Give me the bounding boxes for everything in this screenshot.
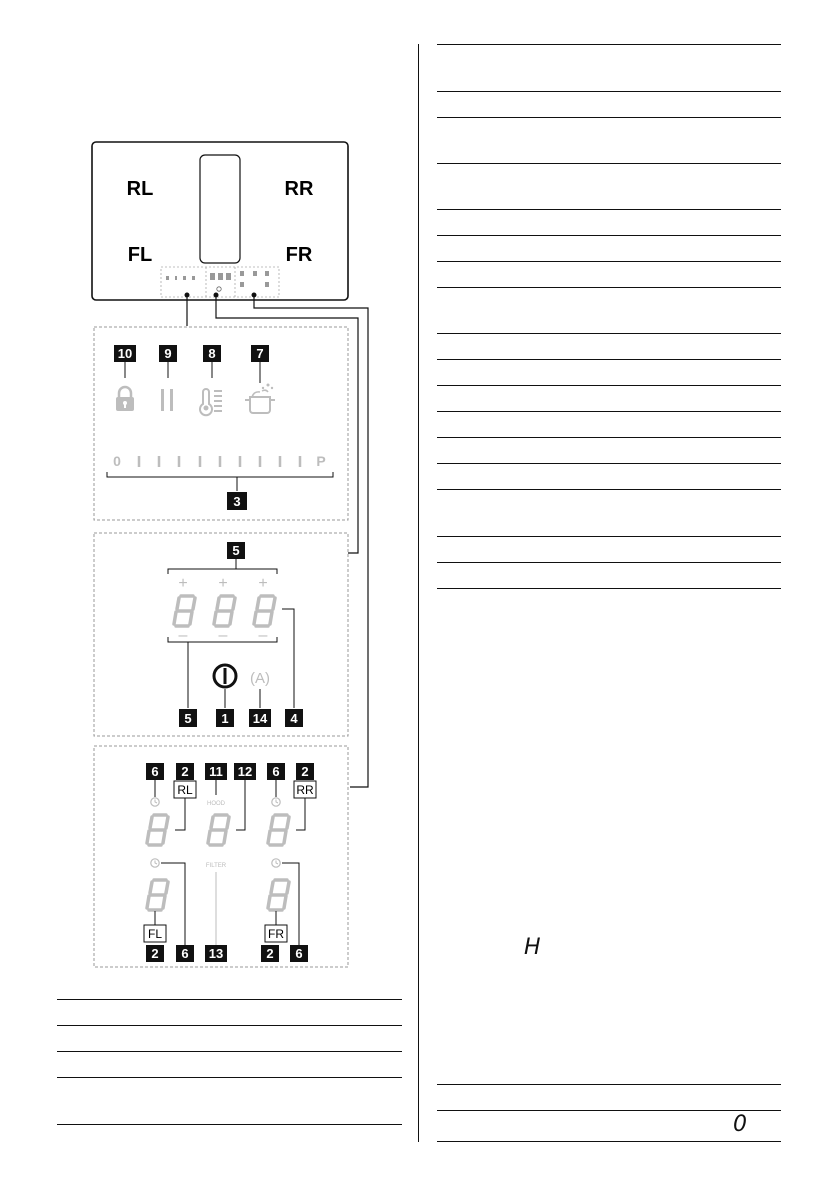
callout-number: 2 xyxy=(266,946,274,961)
callout-number: 6 xyxy=(181,946,189,961)
panel-function-slider xyxy=(94,327,348,520)
callout-number: 9 xyxy=(164,346,172,361)
table-rule xyxy=(57,1025,402,1026)
table-rule xyxy=(57,999,402,1000)
callout-number: 10 xyxy=(117,346,133,361)
column-divider xyxy=(418,44,419,1142)
timer-minus-button[interactable]: – xyxy=(178,627,188,644)
slider-ticks xyxy=(139,456,300,467)
table-rule xyxy=(437,209,781,210)
zero-display-symbol: 0 xyxy=(733,1112,747,1137)
fl-timer-clock-icon[interactable] xyxy=(151,859,159,867)
rl-zone-digit[interactable] xyxy=(147,815,168,845)
auto-mode-icon[interactable]: (A) xyxy=(250,670,270,687)
callout-number: 7 xyxy=(256,346,264,361)
slider-min-label: 0 xyxy=(113,453,121,469)
callout-number: 4 xyxy=(290,711,298,726)
table-rule xyxy=(437,437,781,438)
panel-zones-hood xyxy=(94,746,348,967)
timer-minus-button[interactable]: – xyxy=(258,627,268,644)
timer-minus-button[interactable]: – xyxy=(218,627,228,644)
table-rule xyxy=(437,235,781,236)
power-onoff-icon[interactable] xyxy=(214,665,236,687)
callout-number: 8 xyxy=(208,346,216,361)
table-rule xyxy=(437,261,781,262)
zone-tag-rl-label: RL xyxy=(177,783,193,797)
table-rule xyxy=(437,163,781,164)
table-rule xyxy=(437,287,781,288)
table-rule xyxy=(437,536,781,537)
timer-digit-display xyxy=(214,596,235,626)
table-rule xyxy=(57,1051,402,1052)
power-level-slider[interactable] xyxy=(107,453,333,491)
callout-number: 6 xyxy=(151,764,159,779)
connector-lines xyxy=(187,295,368,787)
rr-zone-digit[interactable] xyxy=(268,815,289,845)
timer-plus-button[interactable]: + xyxy=(178,575,188,592)
table-rule xyxy=(437,359,781,360)
table-rule xyxy=(437,562,781,563)
timer-plus-button[interactable]: + xyxy=(218,575,228,592)
table-rule xyxy=(57,1124,402,1125)
timer-digit-display xyxy=(174,596,195,626)
filter-label: FILTER xyxy=(205,863,227,869)
table-rule xyxy=(437,588,781,589)
table-rule xyxy=(437,333,781,334)
callout-number: 3 xyxy=(233,494,241,509)
callout-number: 12 xyxy=(237,764,253,779)
hob-center-hood-vent xyxy=(200,155,240,263)
timer-digit-display xyxy=(254,596,275,626)
pause-icon[interactable] xyxy=(161,389,173,411)
zone-label-rr: RR xyxy=(284,178,314,200)
rr-timer-clock-icon[interactable] xyxy=(272,798,280,806)
callout-number: 6 xyxy=(295,946,303,961)
slider-bracket xyxy=(107,472,333,477)
callout-number: 11 xyxy=(209,764,223,779)
table-rule xyxy=(437,411,781,412)
fr-zone-digit[interactable] xyxy=(268,880,289,910)
panel-timer xyxy=(94,533,348,736)
table-rule xyxy=(437,44,781,45)
callout-number: 2 xyxy=(151,946,159,961)
hob-top-view xyxy=(92,142,348,300)
table-rule xyxy=(437,385,781,386)
zone-tag-fl-label: FL xyxy=(147,927,163,941)
boost-pot-icon[interactable] xyxy=(245,384,275,414)
zone-label-fr: FR xyxy=(285,244,313,266)
table-rule xyxy=(57,1077,402,1078)
slider-max-label: P xyxy=(316,453,326,469)
zone-label-fl: FL xyxy=(127,244,153,266)
table-rule xyxy=(437,463,781,464)
zone-tag-rr-label: RR xyxy=(296,783,314,797)
table-rule xyxy=(437,1084,781,1085)
callout-number: 5 xyxy=(232,543,240,558)
hood-level-digit[interactable] xyxy=(208,815,229,845)
h-display-symbol: H xyxy=(524,935,541,960)
lock-icon[interactable] xyxy=(116,387,134,411)
table-rule xyxy=(437,91,781,92)
fl-zone-digit[interactable] xyxy=(147,880,168,910)
table-rule xyxy=(437,1141,781,1142)
table-rule xyxy=(437,1110,781,1111)
zone-tag-fr-label: FR xyxy=(268,927,284,941)
keep-warm-thermometer-icon[interactable] xyxy=(200,389,222,415)
table-rule xyxy=(437,489,781,490)
hood-label: HOOD xyxy=(207,801,225,807)
callout-number: 14 xyxy=(252,711,268,726)
rl-timer-clock-icon[interactable] xyxy=(151,798,159,806)
zone-label-rl: RL xyxy=(126,178,154,200)
callout-number: 13 xyxy=(208,946,224,961)
callout-number: 1 xyxy=(221,711,229,726)
timer-plus-button[interactable]: + xyxy=(258,575,268,592)
callout-number: 5 xyxy=(184,711,192,726)
fr-timer-clock-icon[interactable] xyxy=(272,859,280,867)
table-rule xyxy=(437,117,781,118)
callout-number: 6 xyxy=(272,764,280,779)
callout-number: 2 xyxy=(301,764,309,779)
callout-number: 2 xyxy=(181,764,189,779)
